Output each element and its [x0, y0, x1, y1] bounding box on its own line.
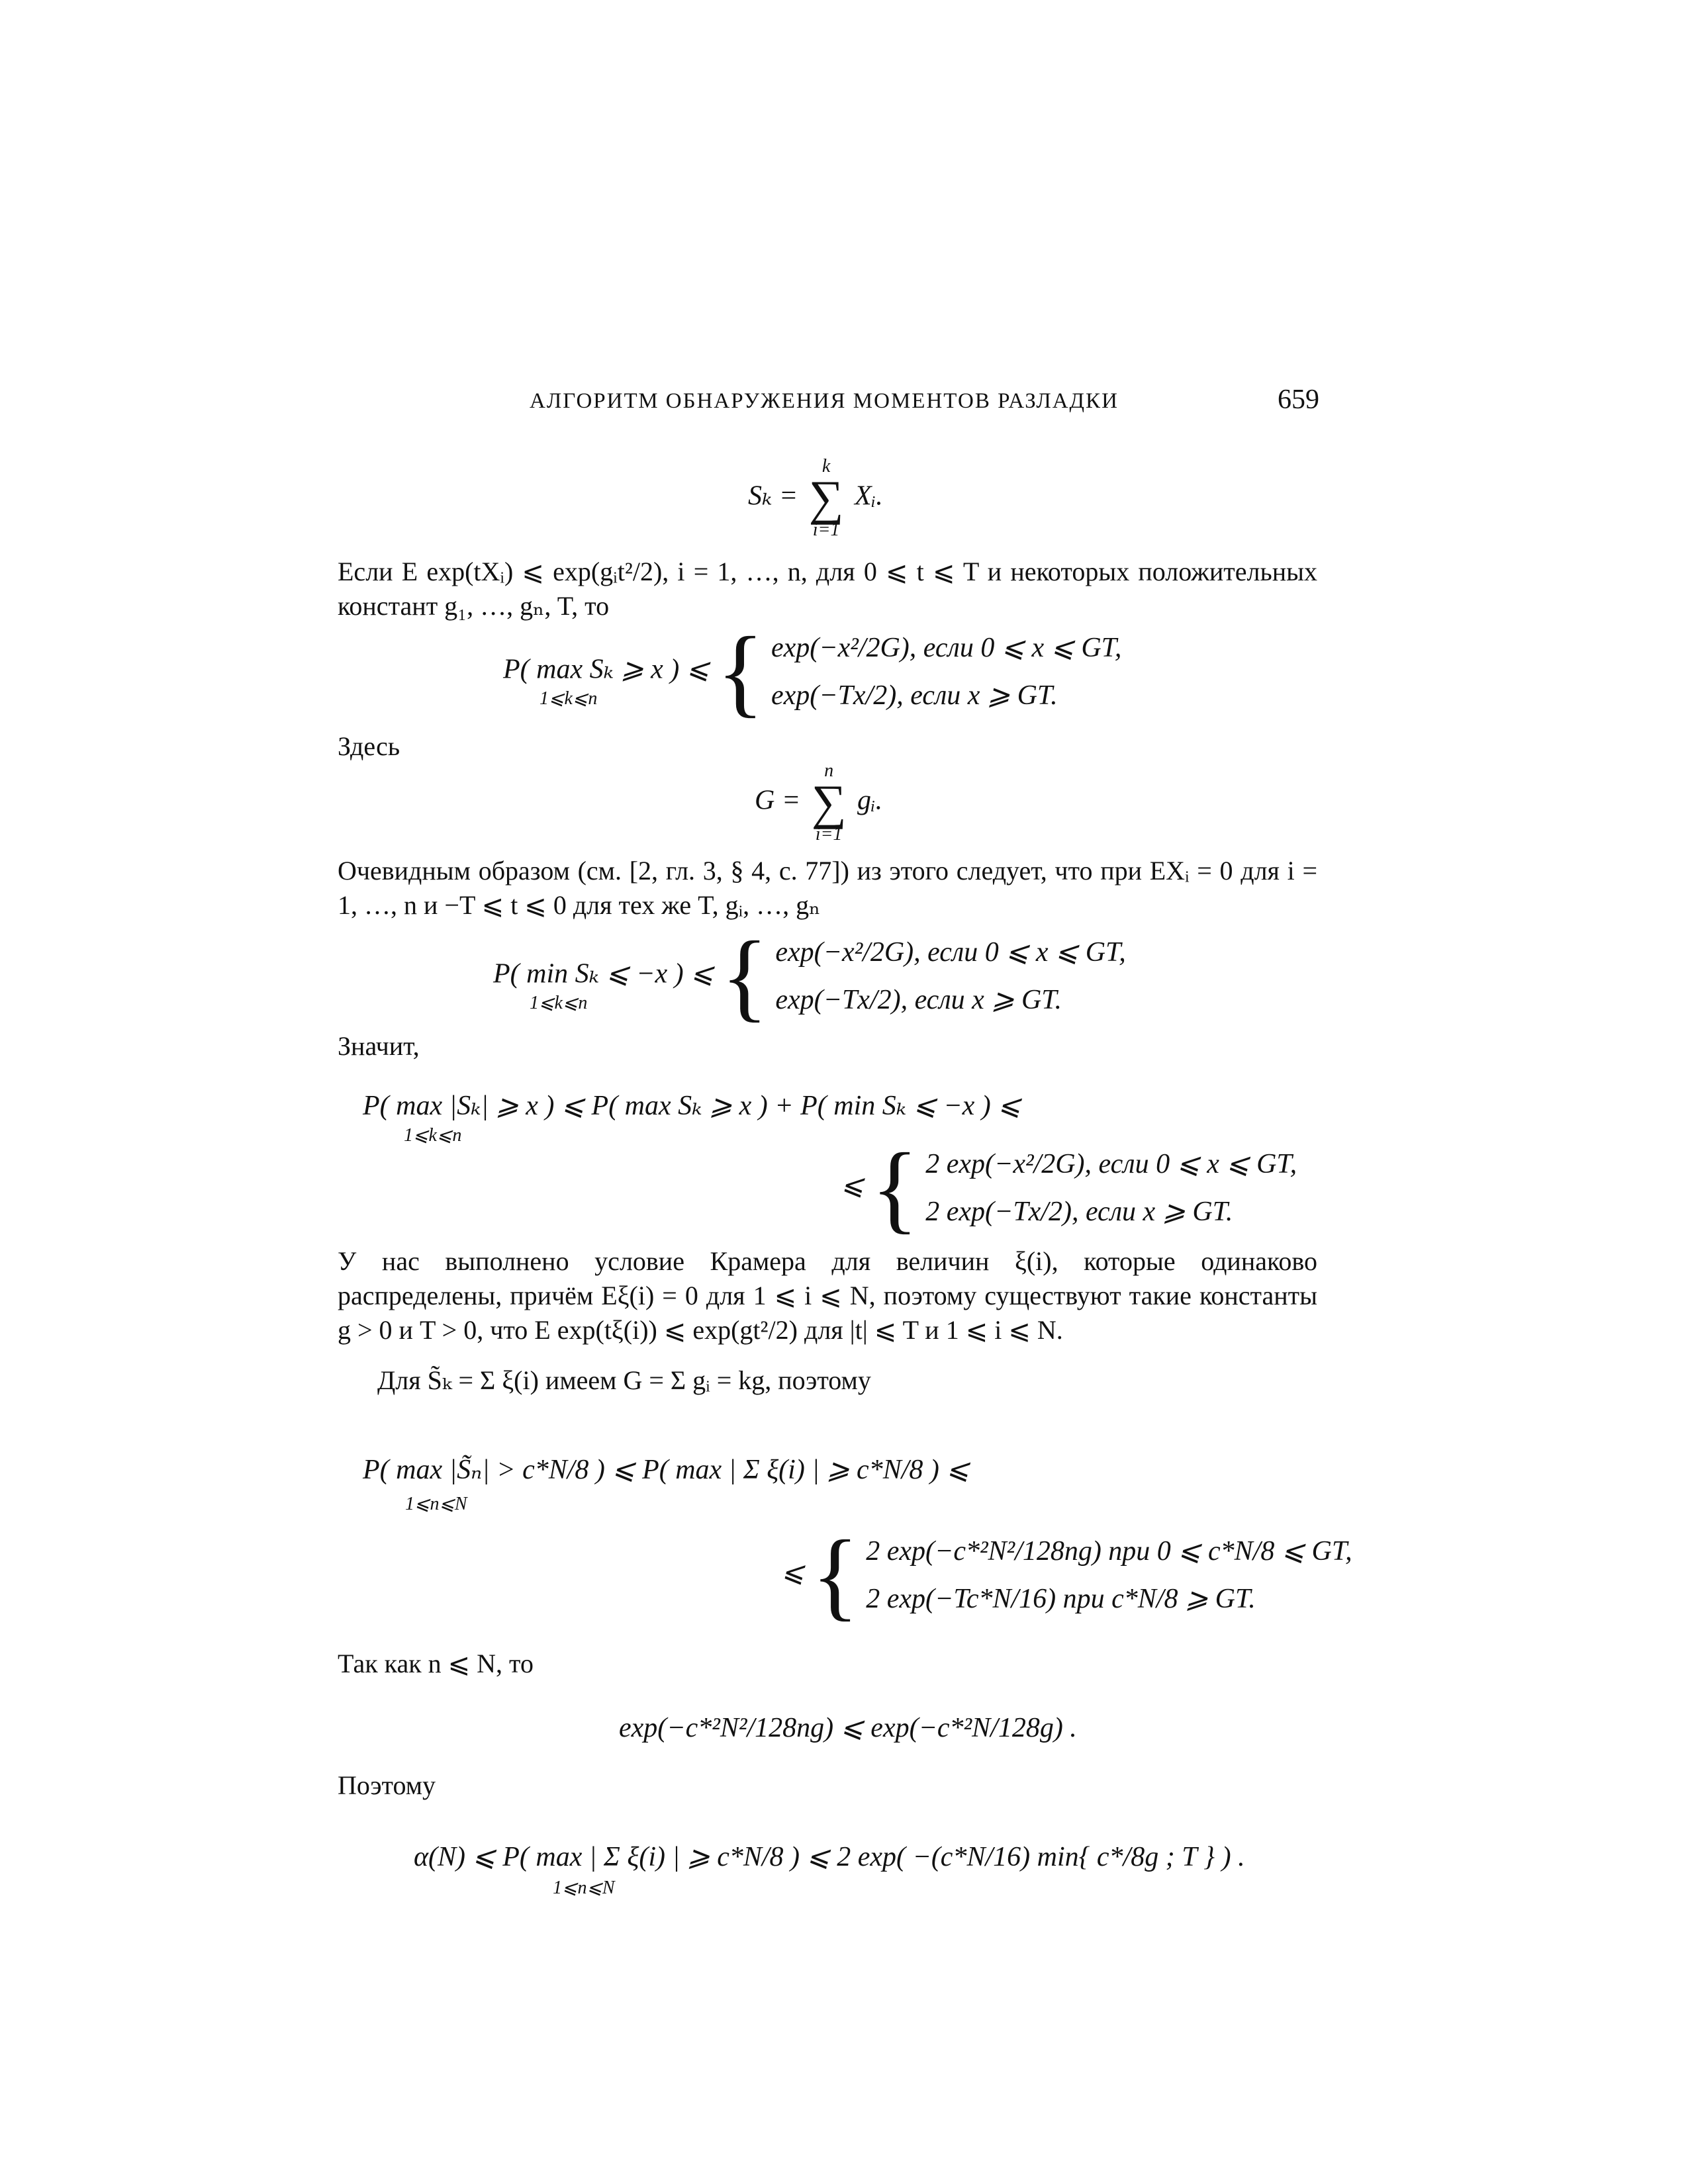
equation-exp: exp(−c*²N²/128ng) ⩽ exp(−c*²N/128g) .	[619, 1713, 1077, 1743]
min-subscript: 1⩽k⩽n	[530, 993, 588, 1013]
equation-max: P( max Sₖ ⩾ x ) ⩽ { exp(−x²/2G), если 0 ⩽ x ⩽ GT, exp(−Tx/2), если x ⩾ GT.	[503, 617, 1122, 727]
equation-abs-cases: ⩽ { 2 exp(−x²/2G), если 0 ⩽ x ⩽ GT, 2 exp(−Tx/2), если x ⩾ GT.	[841, 1133, 1297, 1243]
equation-tilde: P( max |S̃ₙ| > c*N/8 ) ⩽ P( max | Σ ξ(i) | ⩾ c*N/8 ) ⩽	[363, 1455, 970, 1485]
equation-tilde-cases: ⩽ { 2 exp(−c*²N²/128ng) при 0 ⩽ c*N/8 ⩽ GT, 2 exp(−Tc*N/16) при c*N/8 ⩾ GT.	[781, 1520, 1352, 1630]
page-number: 659	[1278, 385, 1319, 415]
cases-block-c: 2 exp(−c*²N²/128ng) при 0 ⩽ c*N/8 ⩽ GT, 2 exp(−Tc*N/16) при c*N/8 ⩾ GT.	[866, 1536, 1352, 1614]
abs-subscript: 1⩽k⩽n	[404, 1125, 462, 1146]
equation-abs: P( max |Sₖ| ⩾ x ) ⩽ P( max Sₖ ⩾ x ) + P( min Sₖ ⩽ −x ) ⩽	[363, 1091, 1021, 1121]
equation-g: G = n ∑ i=1 gᵢ.	[755, 760, 883, 844]
alpha-subscript: 1⩽n⩽N	[553, 1878, 615, 1898]
paragraph-5: У нас выполнено условие Крамера для величин ξ(i), которые одинаково распределены, причём Eξ(i) = 0 для 1 ⩽ i ⩽ N, поэтому существуют такие константы g > 0 и T > 0, что E exp(tξ(i)) ⩽ exp(gt²/2) для |t| ⩽ T и 1 ⩽ i ⩽ N.	[338, 1246, 1317, 1345]
cases-block-b: 2 exp(−x²/2G), если 0 ⩽ x ⩽ GT, 2 exp(−Tx/2), если x ⩾ GT.	[925, 1149, 1297, 1227]
equation-alpha: α(N) ⩽ P( max | Σ ξ(i) | ⩾ c*N/8 ) ⩽ 2 exp( −(c*N/16) min{ c*/8g ; T } ) .	[414, 1842, 1245, 1872]
running-header: АЛГОРИТМ ОБНАРУЖЕНИЯ МОМЕНТОВ РАЗЛАДКИ	[530, 389, 1119, 413]
tilde-subscript: 1⩽n⩽N	[405, 1494, 467, 1514]
paragraph-7: Так как n ⩽ N, то	[338, 1649, 534, 1678]
cases-block-a: exp(−x²/2G), если 0 ⩽ x ⩽ GT, exp(−Tx/2), если x ⩾ GT.	[771, 633, 1122, 711]
paragraph-6: Для S̃ₖ = Σ ξ(i) имеем G = Σ gᵢ = kg, поэтому	[377, 1365, 871, 1395]
paragraph-2: Здесь	[338, 731, 400, 761]
equation-sk: Sₖ = k ∑ i=1 Xᵢ.	[748, 456, 883, 540]
max-subscript: 1⩽k⩽n	[539, 688, 598, 709]
paragraph-4: Значит,	[338, 1031, 420, 1061]
paragraph-8: Поэтому	[338, 1770, 436, 1800]
paragraph-1: Если E exp(tXᵢ) ⩽ exp(gᵢt²/2), i = 1, …, n, для 0 ⩽ t ⩽ T и некоторых положительных констант g₁, …, gₙ, T, то	[338, 557, 1317, 621]
paragraph-3: Очевидным образом (см. [2, гл. 3, § 4, с. 77]) из этого следует, что при EXᵢ = 0 для i = 1, …, n и −T ⩽ t ⩽ 0 для тех же T, gᵢ, …, gₙ	[338, 856, 1317, 920]
equation-min: P( min Sₖ ⩽ −x ) ⩽ { exp(−x²/2G), если 0 ⩽ x ⩽ GT, exp(−Tx/2), если x ⩾ GT.	[493, 921, 1126, 1031]
sum-symbol: k ∑ i=1	[808, 456, 844, 540]
sum-symbol: n ∑ i=1	[811, 760, 847, 844]
cases-block-a2: exp(−x²/2G), если 0 ⩽ x ⩽ GT, exp(−Tx/2), если x ⩾ GT.	[775, 937, 1126, 1015]
